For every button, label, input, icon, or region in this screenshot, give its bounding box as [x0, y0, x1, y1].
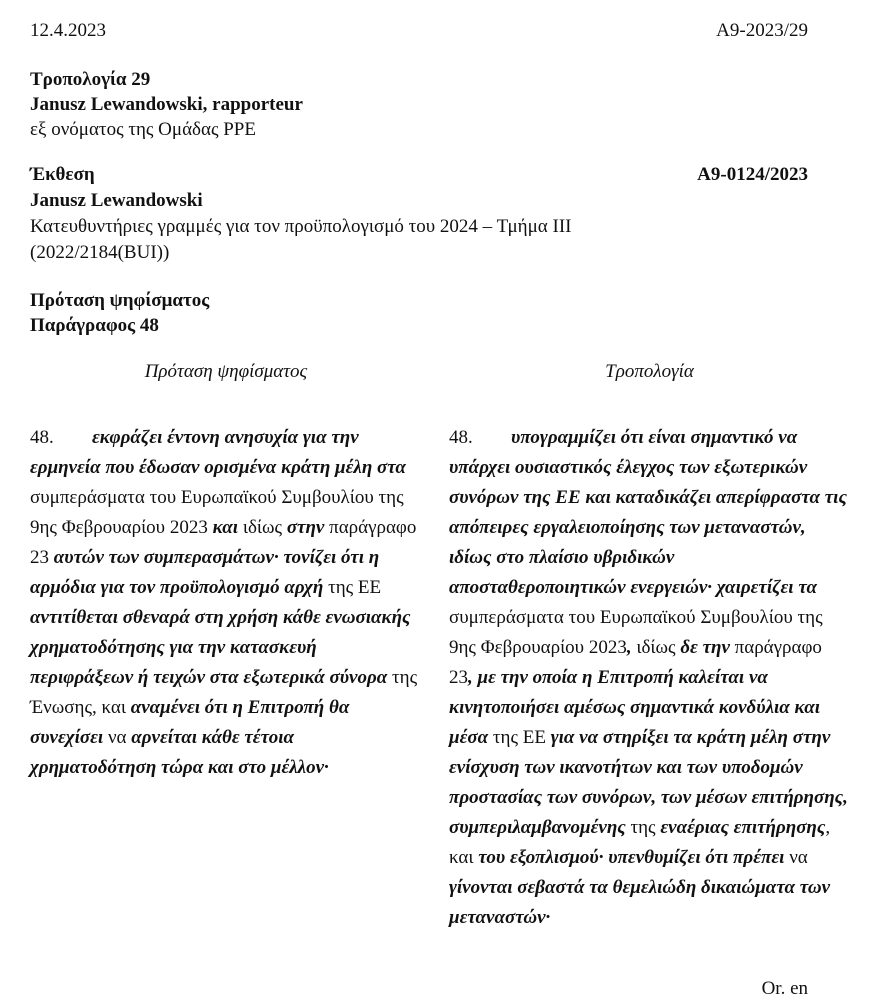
motion-text-column	[30, 404, 422, 802]
document-date: 12.4.2023	[30, 20, 106, 41]
origin-language-note: Or. en	[761, 978, 808, 999]
left-column-header: Πρόταση ψηφίσματος	[144, 361, 308, 382]
amendment-author: Janusz Lewandowski, rapporteur	[30, 94, 303, 115]
right-column-header: Τροπολογία	[605, 361, 694, 382]
right-paragraph-text: υπογραμμίζει ότι είναι σημαντικό να υπάρχει ουσιαστικός έλεγχος των εξωτερικών συνόρων της ΕΕ και καταδικάζει απερίφραστα τις απόπειρες εργαλειοποίησης των μεταναστών, ιδίως στο πλαίσιο υβριδικών αποσταθεροποιητικών ενεργειών· χαιρετίζει τα συμπεράσματα του Ευρωπαϊκού Συμβουλίου της 9ης Φεβρουαρίου 2023, ιδίως δε την παράγραφο 23, με την οποία η Επιτροπή καλείται να κινητοποιήσει αμέσως σημαντικά κονδύλια και μέσα της ΕΕ για να στηρίξει τα κράτη μέλη στην ενίσχυση των ικανοτήτων και των υποδομών προστασίας των συνόρων, των μέσων επιτήρησης, συμπεριλαμβανομένης της εναέριας επιτήρησης, και του εξοπλισμού· υπενθυμίζει ότι πρέπει να γίνονται σεβαστά τα θεμελιώδη δικαιώματα των μεταναστών·	[449, 427, 848, 928]
report-title-row	[30, 162, 850, 188]
right-paragraph-number: 48.	[449, 427, 473, 448]
document-header-row	[30, 18, 850, 44]
amendment-text-column	[449, 404, 850, 952]
left-paragraph-text: εκφράζει έντονη ανησυχία για την ερμηνεία που έδωσαν ορισμένα κράτη μέλη στα συμπεράσματα του Ευρωπαϊκού Συμβουλίου της 9ης Φεβρουαρίου 2023 και ιδίως στην παράγραφο 23 αυτών των συμπερασμάτων· τονίζει ότι η αρμόδια για τον προϋπολογισμό αρχή της ΕΕ αντιτίθεται σθεναρά στη χρήση κάθε ενωσιακής χρηματοδότησης για την κατασκευή περιφράξεων ή τειχών στα εξωτερικά σύνορα της Ένωσης, και αναμένει ότι η Επιτροπή θα συνεχίσει να αρνείται κάθε τέτοια χρηματοδότηση τώρα και στο μέλλον·	[30, 427, 418, 778]
amendment-on-behalf: εξ ονόματος της Ομάδας PPE	[30, 119, 256, 140]
report-reference: A9-0124/2023	[697, 164, 808, 185]
document-reference: A9-2023/29	[716, 20, 808, 41]
amendment-heading-block	[30, 67, 850, 142]
report-block	[30, 162, 850, 266]
report-label: Έκθεση	[30, 164, 95, 185]
motion-block	[30, 288, 850, 338]
left-paragraph-number: 48.	[30, 427, 54, 448]
amendment-paragraph-48	[449, 423, 850, 933]
comparison-columns	[30, 404, 850, 952]
report-subject: Κατευθυντήριες γραμμές για τον προϋπολογισμό του 2024 – Τμήμα III	[30, 216, 572, 237]
report-rapporteur: Janusz Lewandowski	[30, 190, 203, 211]
comparison-column-headers	[30, 359, 850, 385]
motion-label: Πρόταση ψηφίσματος	[30, 290, 210, 311]
amendment-title: Τροπολογία 29	[30, 69, 151, 90]
motion-paragraph-label: Παράγραφος 48	[30, 315, 159, 336]
motion-paragraph-48	[30, 423, 422, 783]
report-procedure-reference: (2022/2184(BUI))	[30, 242, 170, 263]
column-gap	[422, 359, 449, 385]
